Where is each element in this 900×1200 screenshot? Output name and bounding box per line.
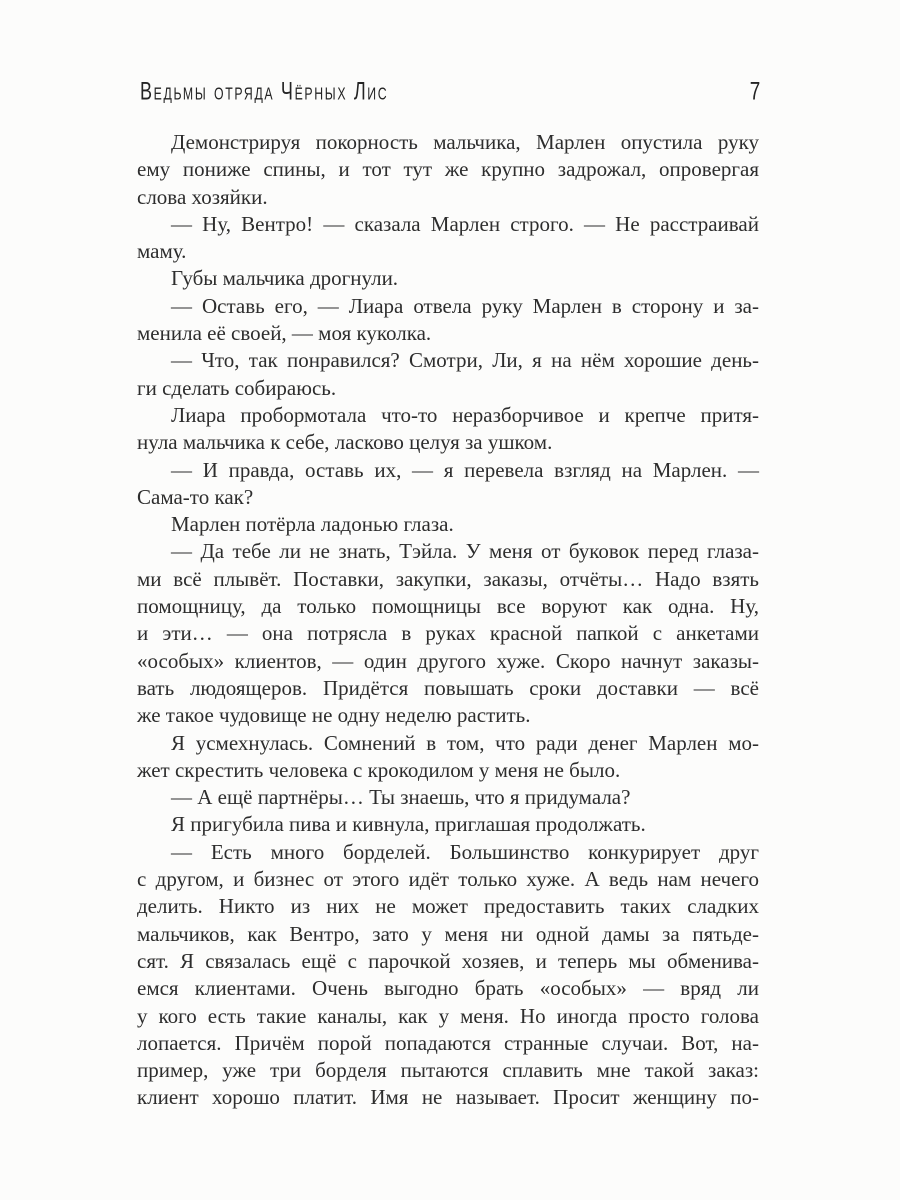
paragraph [137, 347, 759, 402]
page-number: 7 [749, 76, 760, 106]
paragraph [137, 129, 759, 211]
paragraph [137, 265, 759, 292]
text-line: Марлен потёрла ладонью глаза. [171, 512, 454, 537]
text-line: ему пониже спины, и тот тут же крупно задрожал, опровергая [137, 157, 759, 182]
text-line: сят. Я связалась ещё с парочкой хозяев, и теперь мы обменива- [137, 948, 759, 973]
paragraph [137, 730, 759, 785]
text-line: мальчиков, как Вентро, зато у меня ни одной дамы за пятьде- [137, 921, 759, 946]
text-line: — Что, так понравился? Смотри, Ли, я на нём хорошие день- [171, 348, 759, 373]
text-line: нула мальчика к себе, ласково целуя за ушком. [137, 430, 553, 455]
text-line: «особых» клиентов, — один другого хуже. Скоро начнут заказы- [137, 648, 759, 673]
text-line: маму. [137, 239, 187, 264]
text-line: Я пригубила пива и кивнула, приглашая продолжать. [171, 812, 646, 837]
text-line: Демонстрируя покорность мальчика, Марлен опустила руку [171, 130, 759, 154]
paragraph [137, 784, 759, 811]
text-line: емся клиентами. Очень выгодно брать «особых» — вряд ли [137, 976, 759, 1001]
paragraph [137, 211, 759, 266]
paragraph [137, 293, 759, 348]
text-line: слова хозяйки. [137, 184, 268, 209]
text-line: клиент хорошо платит. Имя не называет. Просит женщину по- [137, 1085, 759, 1110]
paragraph [137, 538, 759, 729]
text-line: — Да тебе ли не знать, Тэйла. У меня от буковок перед глаза- [171, 539, 759, 564]
text-line: ги сделать собираюсь. [137, 375, 337, 400]
text-line: у кого есть такие каналы, как у меня. Но иногда просто голова [137, 1003, 759, 1028]
text-line: вать людоящеров. Придётся повышать сроки доставки — всё [137, 675, 759, 700]
text-line: — Есть много борделей. Большинство конкурирует друг [171, 839, 759, 864]
text-line: лопается. Причём порой попадаются странные случаи. Вот, на- [137, 1030, 759, 1055]
text-line: жет скрестить человека с крокодилом у меня не было. [137, 757, 621, 782]
text-line: ми всё плывёт. Поставки, закупки, заказы, отчёты… Надо взять [137, 566, 759, 591]
text-line: же такое чудовище не одну неделю растить. [137, 703, 531, 728]
text-line: — И правда, оставь их, — я перевела взгляд на Марлен. — [171, 457, 759, 482]
text-line: — Оставь его, — Лиара отвела руку Марлен в сторону и за- [171, 293, 759, 318]
text-line: делить. Никто из них не может предоставить таких сладких [137, 894, 759, 919]
text-line: и эти… — она потрясла в руках красной папкой с анкетами [137, 621, 759, 646]
paragraph [137, 457, 759, 512]
page-body [137, 129, 759, 1112]
text-line: менила её своей, — моя куколка. [137, 321, 432, 346]
paragraph [137, 839, 759, 1112]
text-line: — Ну, Вентро! — сказала Марлен строго. — Не расстраивай [171, 211, 759, 236]
paragraph [137, 511, 759, 538]
paragraph [137, 402, 759, 457]
running-title: Ведьмы отряда Чёрных Лис [140, 76, 389, 106]
text-line: помощницу, да только помощницы все воруют как одна. Ну, [137, 594, 759, 619]
paragraph [137, 811, 759, 838]
text-line: Сама-то как? [137, 484, 254, 509]
text-line: Я усмехнулась. Сомнений в том, что ради денег Марлен мо- [171, 730, 759, 755]
text-line: — А ещё партнёры… Ты знаешь, что я придумала? [171, 785, 631, 810]
text-line: Губы мальчика дрогнули. [171, 266, 399, 291]
text-line: Лиара пробормотала что-то неразборчивое и крепче притя- [171, 402, 759, 427]
text-line: пример, уже три борделя пытаются сплавить мне такой заказ: [137, 1058, 759, 1083]
text-line: с другом, и бизнес от этого идёт только хуже. А ведь нам нечего [137, 867, 759, 892]
